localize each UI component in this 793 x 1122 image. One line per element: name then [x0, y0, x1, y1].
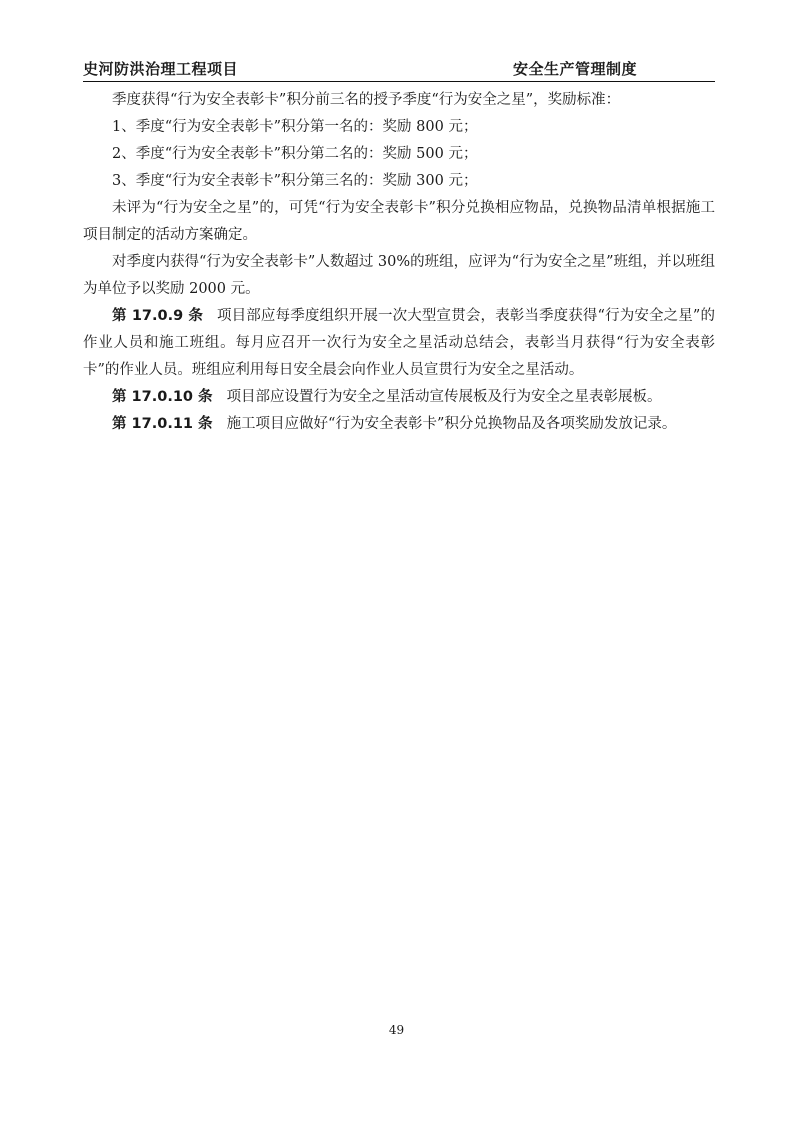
clause-text: 项目部应每季度组织开展一次大型宣贯会，表彰当季度获得“行为安全之星”的作业人员和施工班组。每月应召开一次行为安全之星活动总结会，表彰当月获得“行为安全表彰卡”的作业人员。班组应利用每日安全晨会向作业人员宣贯行为安全之星活动。 — [83, 308, 715, 378]
clause — [83, 303, 715, 384]
clause-number: 第 17.0.9 条 — [112, 308, 204, 324]
paragraph: 未评为“行为安全之星”的，可凭“行为安全表彰卡”积分兑换相应物品，兑换物品清单根据施工项目制定的活动方案确定。 — [83, 200, 715, 243]
paragraph: 对季度内获得“行为安全表彰卡”人数超过 30%的班组，应评为“行为安全之星”班组，并以班组为单位予以奖励 2000 元。 — [83, 254, 715, 297]
header-document-title: 安全生产管理制度 — [513, 60, 638, 78]
header-project-title: 史河防洪治理工程项目 — [83, 60, 239, 78]
clause-text: 施工项目应做好“行为安全表彰卡”积分兑换物品及各项奖励发放记录。 — [226, 416, 677, 432]
document-body — [83, 87, 715, 438]
page-number: 49 — [388, 1023, 405, 1037]
header-rule — [83, 81, 715, 82]
clause-number: 第 17.0.10 条 — [112, 389, 213, 405]
award-item: 3、季度“行为安全表彰卡”积分第三名的：奖励 300 元； — [112, 173, 478, 189]
clause-number: 第 17.0.11 条 — [112, 416, 213, 432]
clause-text: 项目部应设置行为安全之星活动宣传展板及行为安全之星表彰展板。 — [226, 389, 662, 405]
award-item: 1、季度“行为安全表彰卡”积分第一名的：奖励 800 元； — [112, 119, 478, 135]
paragraph: 季度获得“行为安全表彰卡”积分前三名的授予季度“行为安全之星”，奖励标准： — [112, 92, 621, 108]
page-header — [83, 58, 713, 82]
clause — [83, 411, 715, 438]
award-item: 2、季度“行为安全表彰卡”积分第二名的：奖励 500 元； — [112, 146, 478, 162]
clause — [83, 384, 715, 411]
